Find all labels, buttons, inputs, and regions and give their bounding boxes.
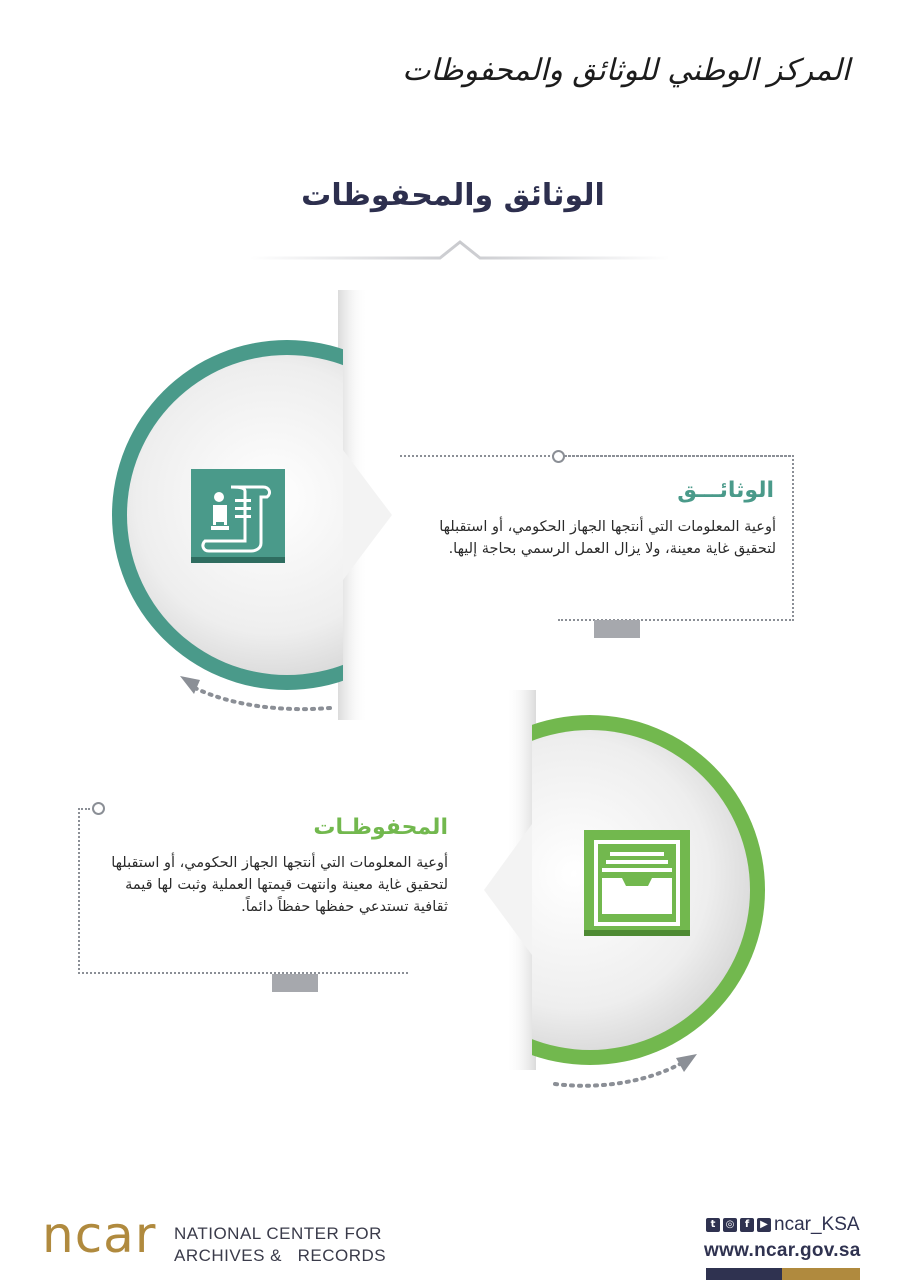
section-1-top-rule (400, 455, 794, 457)
ncar-logo: ncar (42, 1206, 157, 1264)
section-1-tab (594, 620, 640, 638)
social-icons (706, 1218, 771, 1232)
page-title: الوثائق والمحفوظات (301, 178, 605, 213)
footer-bar-gold (782, 1268, 860, 1280)
title-divider (250, 236, 670, 264)
section-2-heading: المحفوظـات (313, 815, 448, 840)
ncar-name-line-2: ARCHIVES & RECORDS (174, 1246, 387, 1265)
logo-text: المركز الوطني للوثائق والمحفوظات (402, 52, 850, 88)
instagram-icon[interactable]: ◎ (723, 1218, 737, 1232)
website-link[interactable]: www.ncar.gov.sa (704, 1240, 861, 1261)
section-2-top-rule (78, 808, 90, 810)
ncar-name-line-1: NATIONAL CENTER FOR (174, 1224, 382, 1243)
youtube-icon[interactable]: ▶ (757, 1218, 771, 1232)
section-2-tab (272, 974, 318, 992)
facebook-icon[interactable]: f (740, 1218, 754, 1232)
twitter-icon[interactable]: t (706, 1218, 720, 1232)
document-scroll-icon (191, 469, 285, 563)
section-2-text: أوعية المعلومات التي أنتجها الجهاز الحكومي، أو استقبلها لتحقيق غاية معينة وانتهت قيمتها العملية وثبت لها قيمة ثقافية تستدعي حفظها حفظاً دائماً. (111, 855, 448, 915)
section-2-dot (92, 802, 105, 815)
section-1-text: أوعية المعلومات التي أنتجها الجهاز الحكومي، أو استقبلها لتحقيق غاية معينة، ولا يزال العمل الرسمي بحاجة إليها. (439, 519, 776, 557)
decorative-graphic (0, 270, 906, 1100)
header-logo (402, 42, 860, 98)
section-1-heading: الوثائـــق (677, 478, 774, 503)
social-handle[interactable]: ncar_KSA (774, 1214, 860, 1235)
footer-bar-navy (706, 1268, 782, 1280)
section-1-dot (552, 450, 565, 463)
archive-box-icon (584, 830, 690, 936)
